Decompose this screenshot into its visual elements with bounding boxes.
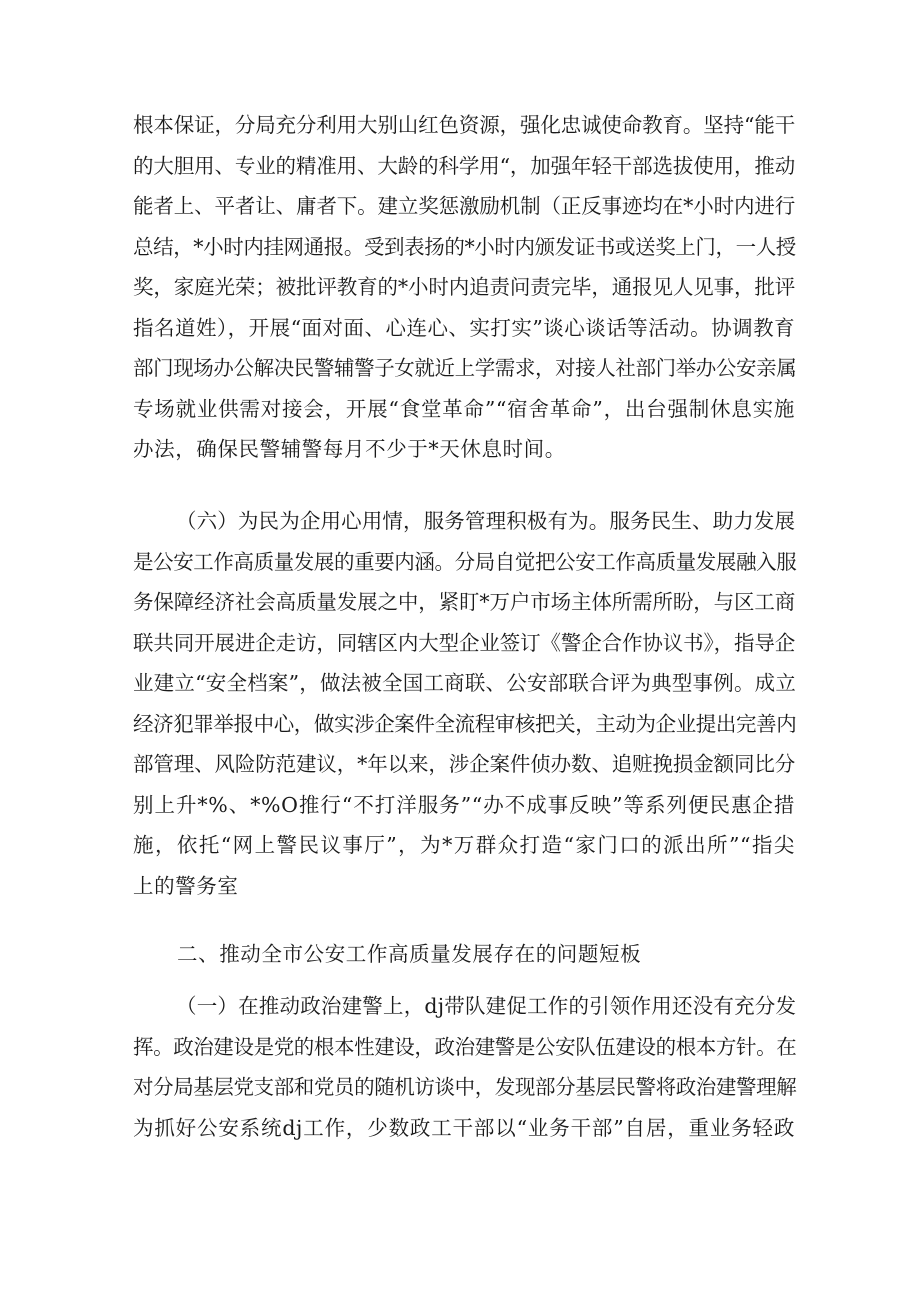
paragraph-2-line: 联共同开展进企走访，同辖区内大型企业签订《警企合作协议书》，指导企 xyxy=(133,630,795,655)
paragraph-1-line: 部门现场办公解决民警辅警子女就近上学需求，对接人社部门举办公安亲属 xyxy=(133,356,797,380)
paragraph-1-line: 的大胆用、专业的精准用、大龄的科学用“，加强年轻干部选拔使用，推动 xyxy=(133,153,795,178)
paragraph-2-line: 部管理、风险防范建议，*年以来，涉企案件侦办数、追赃挽损金额同比分 xyxy=(133,752,795,776)
section-heading: 二、推动全市公安工作高质量发展存在的问题短板 xyxy=(177,942,642,966)
paragraph-3-line: （一）在推动政治建警上，dj带队建促工作的引领作用还没有充分发 xyxy=(176,994,797,1018)
paragraph-1-line: 办法，确保民警辅警每月不少于*天休息时间。 xyxy=(133,437,566,461)
paragraph-2-line: 业建立“安全档案”，做法被全国工商联、公安部联合评为典型事例。成立 xyxy=(133,671,797,695)
paragraph-1-line: 根本保证，分局充分利用大别山红色资源，强化忠诚使命教育。坚持“能干 xyxy=(133,113,795,137)
paragraph-2-line: 务保障经济社会高质量发展之中，紧盯*万户市场主体所需所盼，与区工商 xyxy=(133,590,795,614)
paragraph-2-line: 施，依托“网上警民议事厅”，为*万群众打造“家门口的派出所”“指尖 xyxy=(133,833,795,857)
paragraph-1-line: 总结，*小时内挂网通报。受到表扬的*小时内颁发证书或送奖上门，一人授 xyxy=(133,234,796,259)
paragraph-1-line: 奖，家庭光荣；被批评教育的*小时内追责问责完毕，通报见人见事，批评 xyxy=(133,275,795,299)
paragraph-3-line: 对分局基层党支部和党员的随机访谈中，发现部分基层民警将政治建警理解 xyxy=(133,1075,797,1099)
paragraph-2-line: 别上升*%、*%O推行“不打洋服务”“办不成事反映”等系列便民惠企措 xyxy=(133,792,795,817)
paragraph-2-line: 上的警务室 xyxy=(133,873,239,898)
paragraph-1 xyxy=(133,105,795,470)
paragraph-1-line: 专场就业供需对接会，开展“食堂革命”“宿舍革命”，出台强制休息实施 xyxy=(133,396,795,421)
paragraph-3-line: 挥。政治建设是党的根本性建设，政治建警是公安队伍建设的根本方针。在 xyxy=(133,1034,797,1059)
paragraph-3 xyxy=(133,986,795,1148)
paragraph-1-line: 指名道姓），开展“面对面、心连心、实打实”谈心谈话等活动。协调教育 xyxy=(133,315,795,340)
paragraph-2-line: 是公安工作高质量发展的重要内涵。分局自觉把公安工作高质量发展融入服 xyxy=(133,549,797,574)
paragraph-2-line: （六）为民为企用心用情，服务管理积极有为。服务民生、助力发展 xyxy=(176,509,795,533)
paragraph-2 xyxy=(133,501,795,906)
paragraph-2-line: 经济犯罪举报中心，做实涉企案件全流程审核把关，主动为企业提出完善内 xyxy=(133,711,797,736)
paragraph-3-line: 为抓好公安系统dj工作，少数政工干部以“业务干部”自居，重业务轻政 xyxy=(133,1115,795,1140)
paragraph-1-line: 能者上、平者让、庸者下。建立奖惩激励机制（正反事迹均在*小时内进行 xyxy=(133,194,795,218)
